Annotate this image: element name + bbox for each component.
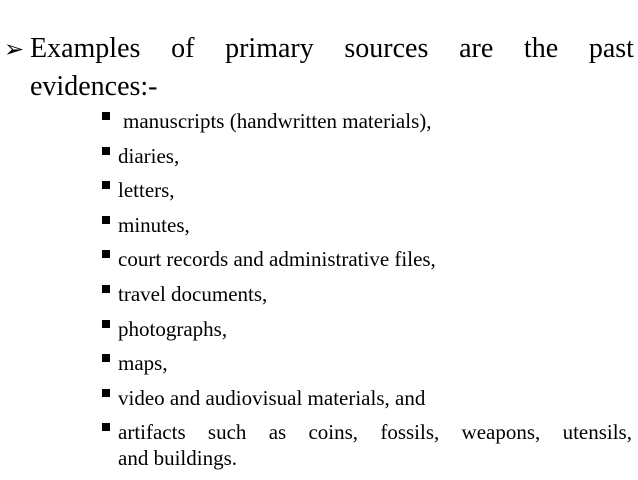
list-item [100, 350, 632, 376]
square-bullet-icon [102, 181, 110, 189]
sub-bullet-list [100, 108, 632, 480]
list-item-text: video and audiovisual materials, and [118, 385, 426, 410]
item-word: artifacts [118, 420, 186, 445]
list-item [100, 143, 632, 169]
item-word: coins, [308, 420, 359, 445]
item-word: as [268, 420, 287, 445]
main-bullet-line-2: evidences:- [30, 71, 158, 102]
list-item [100, 108, 632, 134]
intro-word: Examples [30, 33, 141, 64]
intro-word: the [523, 33, 559, 64]
intro-word: of [171, 33, 195, 64]
intro-word: sources [344, 33, 429, 64]
list-item-text: photographs, [118, 316, 228, 341]
intro-word: are [459, 33, 494, 64]
item-word: weapons, [461, 420, 541, 445]
list-item [100, 212, 632, 238]
square-bullet-icon [102, 285, 110, 293]
list-item-text: diaries, [118, 143, 180, 168]
square-bullet-icon [102, 389, 110, 397]
item-word: fossils, [380, 420, 440, 445]
square-bullet-icon [102, 320, 110, 328]
square-bullet-icon [102, 112, 110, 120]
list-item [100, 281, 632, 307]
list-item-line-1 [118, 419, 632, 445]
list-item-line-2: and buildings. [118, 446, 237, 471]
list-item-text: court records and administrative files, [118, 247, 436, 272]
item-word: utensils, [562, 420, 632, 445]
intro-word: primary [225, 33, 314, 64]
main-bullet-line-1 [30, 30, 634, 68]
list-item-text: travel documents, [118, 281, 268, 306]
list-item [100, 316, 632, 342]
square-bullet-icon [102, 216, 110, 224]
list-item-text: maps, [118, 351, 168, 376]
intro-word: past [588, 33, 634, 64]
square-bullet-icon [102, 354, 110, 362]
main-bullet [4, 30, 634, 106]
list-item [100, 246, 632, 272]
list-item-text: letters, [118, 178, 175, 203]
list-item [100, 177, 632, 203]
list-item-text: manuscripts (handwritten materials), [123, 109, 432, 133]
square-bullet-icon [102, 250, 110, 258]
main-bullet-text [30, 30, 634, 106]
square-bullet-icon [102, 147, 110, 155]
list-item [100, 385, 632, 411]
list-item [100, 419, 632, 471]
item-word: such [207, 420, 247, 445]
list-item-text: minutes, [118, 212, 190, 237]
arrow-bullet-icon: ➢ [4, 35, 25, 63]
square-bullet-icon [102, 423, 110, 431]
